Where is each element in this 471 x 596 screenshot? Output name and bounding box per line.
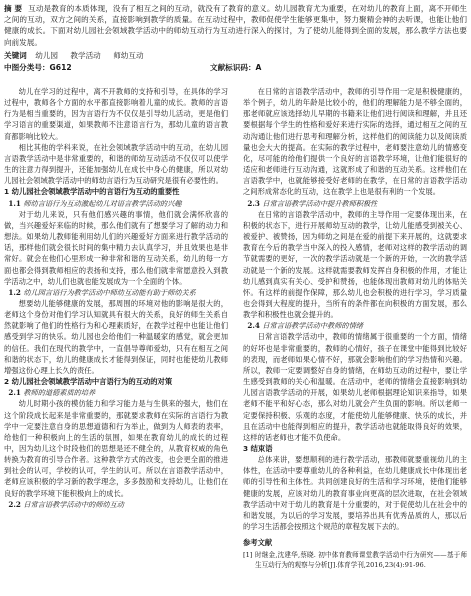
subsection-title: 日常言语教学活动中的师幼互动 <box>23 499 124 509</box>
subsection-title: 日常言语教学活动中教师的情绪 <box>262 321 363 331</box>
section-heading: 1 幼儿园社会领域教学活动中的言语行为互动的重要性 <box>4 187 180 197</box>
right-column <box>243 86 467 570</box>
subsection-title: 师幼言语行为互动激起幼儿对语言教学活动的兴趣 <box>23 198 182 208</box>
document-code: 文献标识码：A <box>210 63 262 72</box>
subsection-title: 教师的道德素质的培养 <box>23 388 96 398</box>
reference-item <box>243 550 467 570</box>
body-paragraph: 在日常的言语教学活动中，教师的引导作用一定是积极健康的，举个例子，幼儿的年龄是比较小的，他们的理解能力是不够全面的，那老师就应该选择幼儿早期的书籍来让他们进行阅读和理解，并且还要根据每个学生的性格和爱好来进行实际的选择，通过相互之间的互动沟通让他们进行思考和理解分析，这样他们的阅读能力以及阅读质量也会大大的提高。在实际的教学过程中，老师要注意幼儿的情感变化，尽可能的给他们提供一个良好的言语教学环境，让他们能很好的适应和老师进行互动沟通，这就形成了和谐的互动关系。这样他们在言语教学中，也就能够接受好老师的在教学，在日常的言语教学活动之间形成常态化的互动，这在教学上也是很有利的一个发展。 <box>243 87 467 197</box>
subsection-heading <box>243 320 467 331</box>
keyword: 教学活动 <box>70 51 101 60</box>
body-paragraph: 想要幼儿能够健康的发展，那周围的环境对他的影响是很大的，老师这个身份对他们学习认知就具有很大的关系，良好的师生关系自然就影响了他们的性格行为和心理素质好，在教学过程中也能让他们感受到学习的快乐。幼儿园也会给他们一种温暖家的感觉，就会更加的信任。我们在现代的教学中，一直倡导尊师爱幼，只有在相互之间和谐的状态下，幼儿的健康成长才能得到保证，同时也能使幼儿教师增强这份心理上长久的责任。 <box>4 298 228 375</box>
subsection-number: 2.2 <box>8 499 24 509</box>
keywords-block <box>4 50 467 61</box>
subsection-title: 幼儿园言语行为教学活动中师幼互动能有助于师幼关系 <box>23 287 196 297</box>
body-paragraph: 日常言语教学活动中，教师的情绪属于很重要的一个方面，情绪的好坏也是非常重要的，教师的心情好，孩子在课堂中能得到比较好的表现，而老师如果心情不好，那就会影响他们的学习热情和兴趣。所以，教师一定要调整好自身的情绪，在师幼互动的过程中，要让学生感受到教师的关心和温暖。在活动中，老师的情绪会直接影响到幼儿园言语教学活动的开展，如果幼儿老师根据理论知识来指导，如果老师不能平和好心态，那么对幼儿就会产生负面的影响。所以老师一定要保持积极、乐观的态度，才能使幼儿能够健康、快乐的成长，并且在活动中也能得到相应的提升，教学活动也就能取得良好的效果，这样的话老师也才能不负使命。 <box>243 332 467 442</box>
reference-text: 时继金,沈建华,蔡晓. 初中体育教师课堂教学活动中行为研究——基于师生互动行为的观察与分析[J].体育学刊,2016,23(4):91-96. <box>255 551 467 570</box>
subsection-heading <box>4 198 228 209</box>
subsection-number: 1.2 <box>8 287 24 297</box>
subsection-number: 1.1 <box>8 198 24 208</box>
left-column <box>4 86 228 510</box>
abstract-text: 互动是教育的本质体现，没有了相互之间的互动，就没有了教育的意义。幼儿园教育尤为重要，在对幼儿的教育上面，离不开师生之间的互动，双方之间的关系，直接影响到教学的质量。在互动过程中，教师促使学生能够更集中，努力聚精会神的去听课，也能让他们健康的成长。下面对幼儿园社会领域教学活动中的师幼互动行为互动进行深入的探讨，为了使幼儿能得到全面的发展，那么教学方法也要向前发展。 <box>4 4 467 47</box>
subsection-number: 2.3 <box>247 198 263 208</box>
subsection-number: 2.1 <box>8 388 24 398</box>
body-paragraph: 在日常的言语教学活动中，教师的主导作用一定要体现出来，在积极的状态下，进行开展师幼互动的教学，让幼儿能感受到被关心、被爱护、被赞扬，因为师幼之间是在爱的前提下来开展的，这就要求教育在今后的教学当中深入的投入感情，老师对这样的教学活动的调节就需要的更好，一次的教学活动就是一个新的开始，一次的教学活动就是一个新的发展。这样就需要教师发挥自身积极的作用，才能让幼儿感到真实有关心、受护和赞扬，也能体现出教师对幼儿的体贴关怀。有这样的前提作保障，那么幼儿也会积极的进行学习，学习质量也会得到大程度的提升，当所有的条件都在向积极的方面发展，那么教学和积极性也就会提升的。 <box>243 209 467 320</box>
keyword: 幼儿园 <box>35 51 58 60</box>
body-paragraph: 总体来讲，要想顺利的进行教学活动，那教师就要重视幼儿的主体性，在活动中要尊重幼儿的各种利益，在幼儿健康成长中体现出老师的引导性和主体性。共同创建良好的生活和学习环境，使他们能够健康的发展，应该对幼儿的教育事业向更高的层次进取，在社会领域教学活动中对于幼儿的教育是十分重要的，对于促使幼儿在社会中的和谐发展，为以后的学习发展，要培养出具有优秀品质的人，那以后的学习生活都会按照这个规范的章程发展下去的。 <box>243 455 467 532</box>
body-paragraph: 对于幼儿来说，只有他们感兴趣的事情，他们就会满怀欣喜的做，当兴趣爱好来临的时候，那么他们就有了想要学习了解的动力和想法。如果幼儿教师能利用幼儿们的兴趣爱好方面来进行教学活动的话，那样他们就会很长时间的集中精力去认真学习，并且效果也是非常好。就会在他们心里形成一种非常和谐的互动关系，幼儿的每一方面也都会得到教师相应的表扬和支持，那么他们就非常愿意投入到教学活动之中，幼儿们也就也能发展成为一个全面的个体。 <box>4 209 228 286</box>
references-heading: 参考文献 <box>243 538 273 548</box>
abstract-block <box>4 3 467 48</box>
section-heading: 2 幼儿园社会领域教学活动中言语行为的互动的对策 <box>4 377 173 387</box>
clc-number: 中图分类号：G612 <box>4 63 72 72</box>
section-heading: 3 结束语 <box>243 444 273 453</box>
subsection-heading <box>4 387 228 398</box>
subsection-title: 日常言语教学活动中提升教师积极性 <box>262 198 378 208</box>
body-paragraph: 幼儿在学习的过程中，离不开教师的支持和引导，在具体的学习过程中，教师各个方面的水平都直接影响着儿童的成长。教师的言语行为是相当重要的，因为言语行为不仅仅是引导幼儿活动，更是他们学习语言的重要渠道，如果教师不注意语言行为，那幼儿童的语言教育都影响比较大。 <box>4 87 228 141</box>
keyword: 师幼互动 <box>113 51 144 60</box>
subsection-heading <box>243 198 467 209</box>
abstract-label: 摘 要 <box>4 4 23 13</box>
body-paragraph: 幼儿时期小孩的模仿能力和学习能力是与生俱来的强大，他们在这个阶段成长起来是非常重要的，那就要求教师在实际的言语行为教学中一定要注意自身的思想道德和行为举止，做到为人师表的表率，给他们一种积极向上的生活的氛围，如果在教育幼儿的成长的过程中，因为幼儿这个时段他们的思想是还不健全的，从教育权威的角色转换为教育的引导合作者。这种教学方式的改变，也会更全面的推进到社会的认可，学校的认可，学生的认可。所以在言语教学活动中，老师应该积极的学习新的教学理念，多多鼓励和支持幼儿，让他们在良好的教学环境下能积极向上的成长。 <box>4 399 228 498</box>
body-paragraph: 相比其他的学科来说，在社会领域教学活动中的互动，在幼儿园言语教学活动中是非常重要的，和谐的师幼互动活动不仅仅可以使学生的注意力得到提升，还能加强幼儿在成长中身心的健康，所以对幼儿园社会领域教学活动中的师幼言语行为互动研究是很有必要性的。 <box>4 142 228 186</box>
keywords-label: 关键词 <box>4 51 27 60</box>
subsection-number: 2.4 <box>247 321 263 331</box>
subsection-heading <box>4 287 228 298</box>
classification-line <box>4 62 467 73</box>
subsection-heading <box>4 499 228 510</box>
reference-number: [1] <box>243 551 253 560</box>
